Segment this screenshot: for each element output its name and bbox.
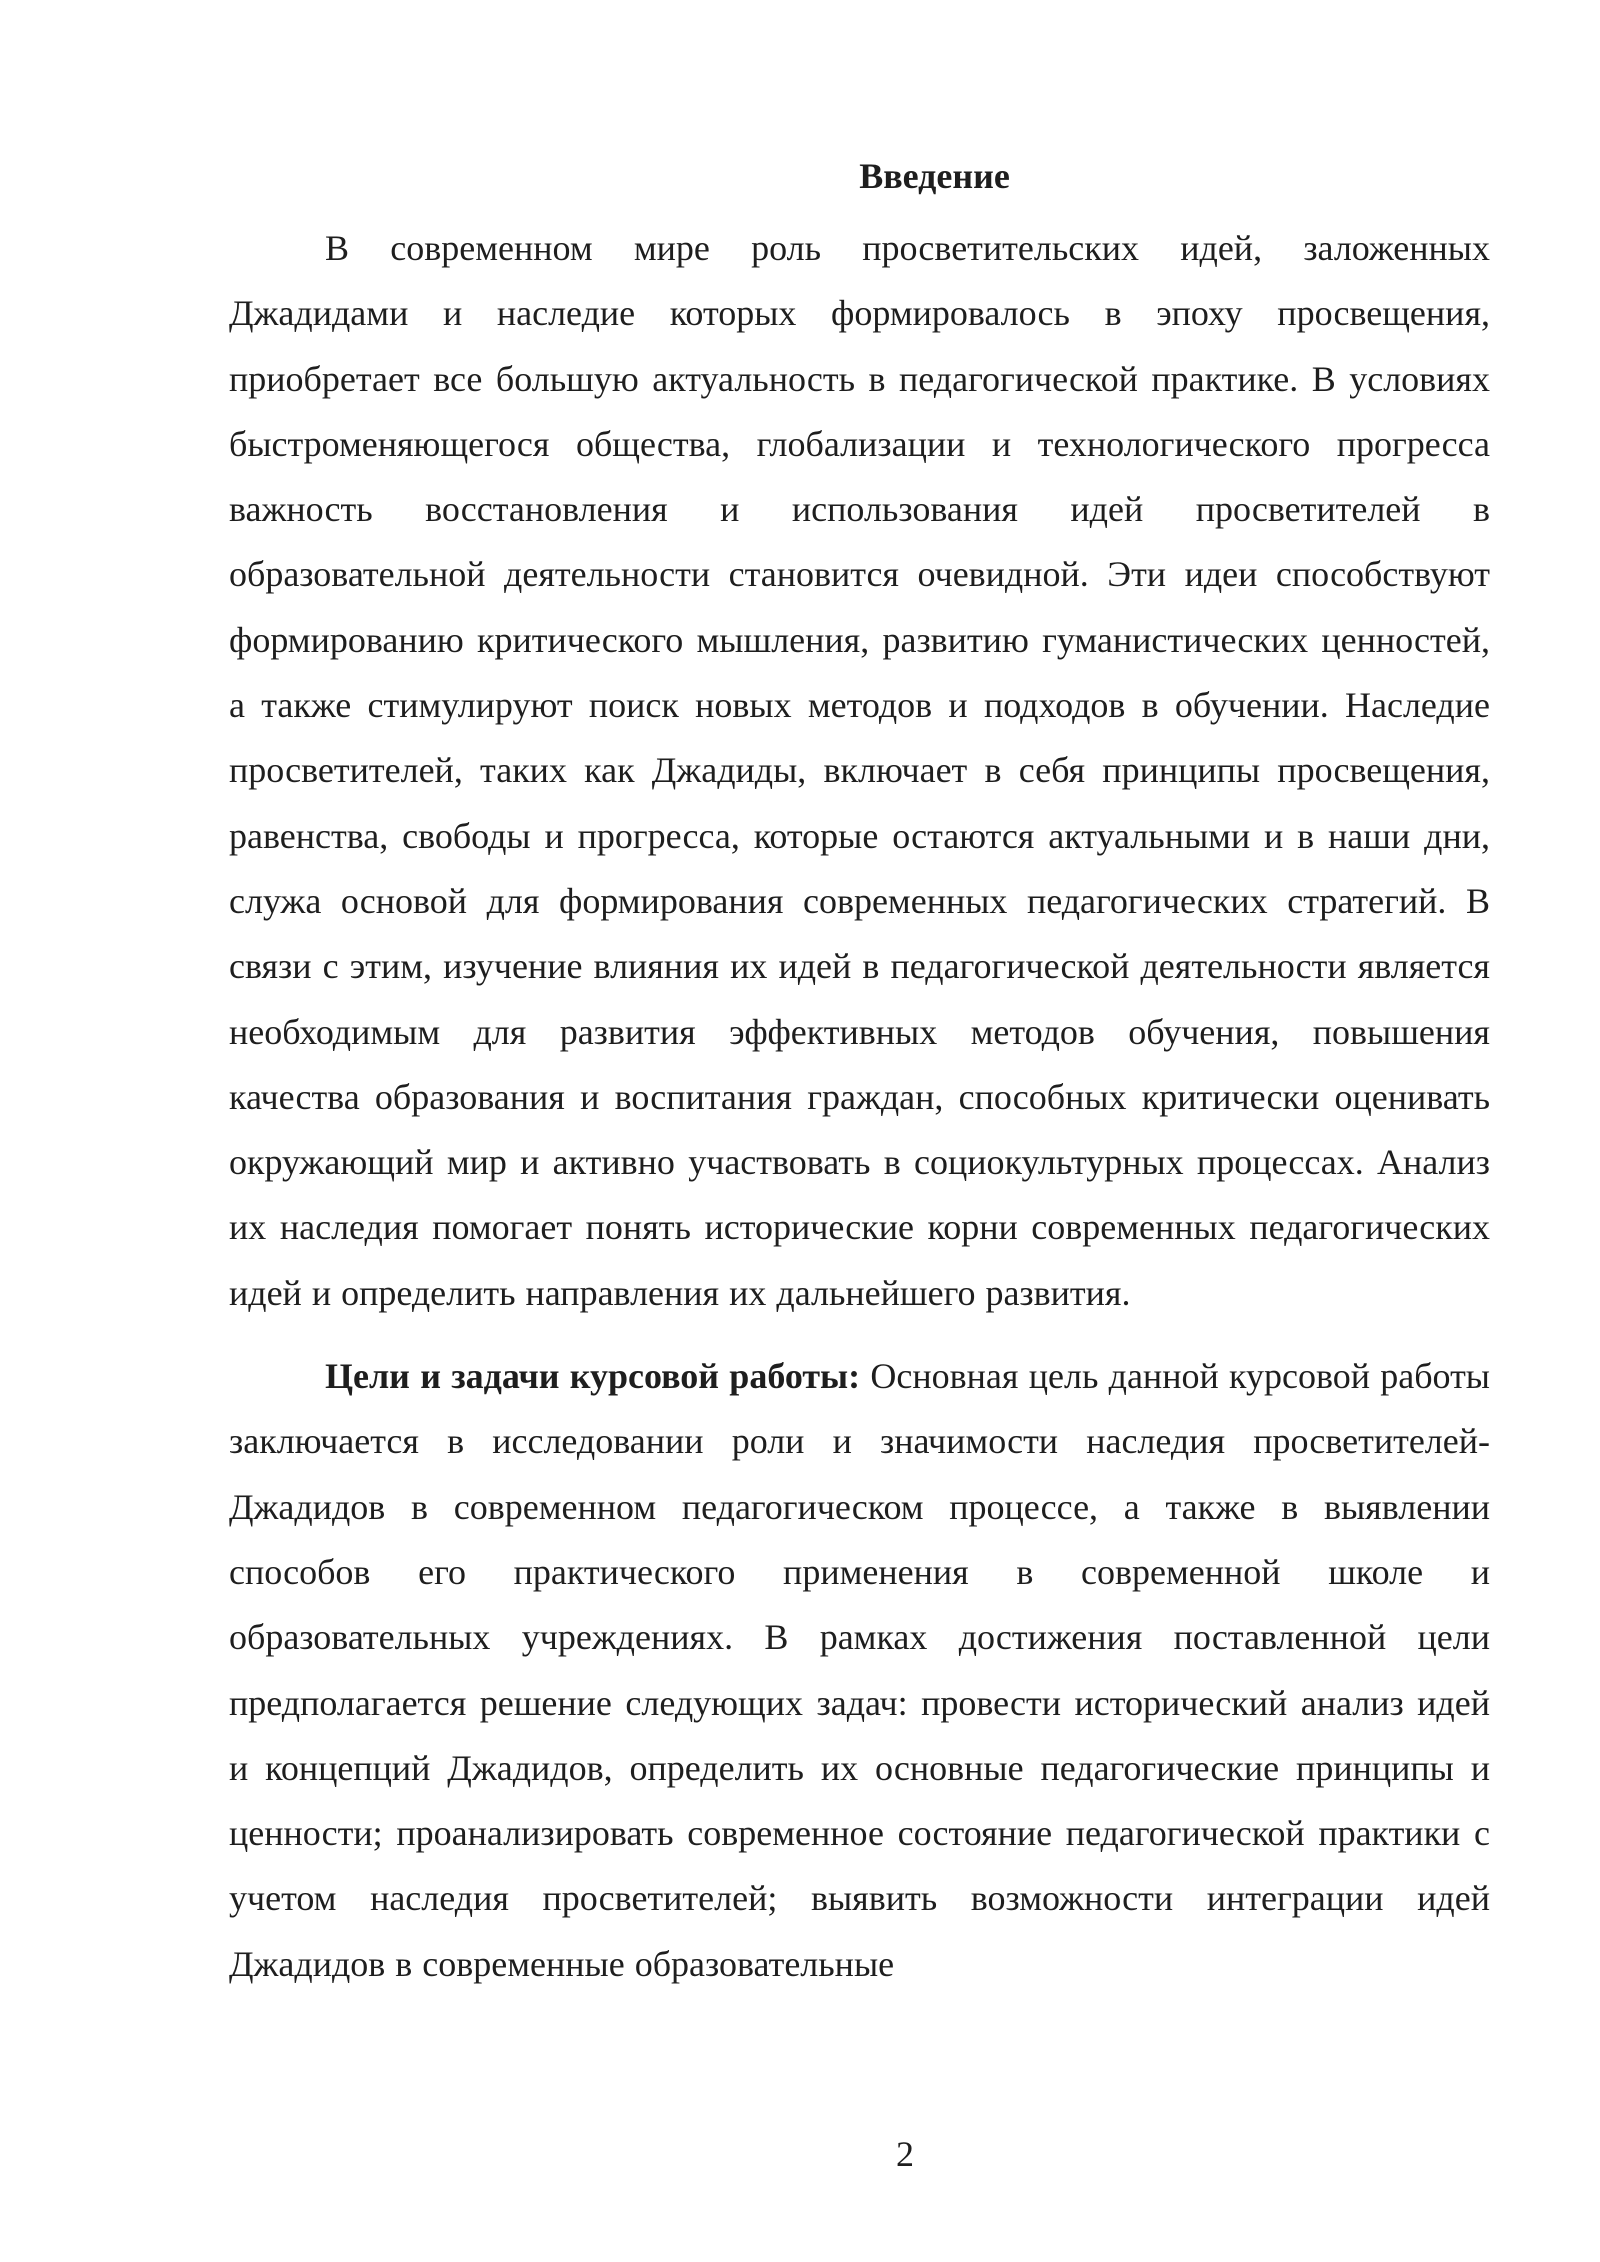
- goals-lead: Цели и задачи курсовой работы:: [325, 1356, 861, 1397]
- goals-paragraph: [229, 1344, 1490, 1997]
- page-number: 2: [896, 2134, 914, 2174]
- goals-text: Основная цель данной курсовой работы заключается в исследовании роли и значимости наследия просветителей-Джадидов в современном педагогическом процессе, а также в выявлении способов его практического применения в современной школе и образовательных учреждениях. В рамках достижения поставленной цели предполагается решение следующих задач: провести исторический анализ идей и концепций Джадидов, определить их основные педагогические принципы и ценности; проанализировать современное состояние педагогической практики с учетом наследия просветителей; выявить возможности интеграции идей Джадидов в современные образовательные: [229, 1356, 1490, 1984]
- section-heading: Введение: [859, 156, 1010, 196]
- intro-paragraph: В современном мире роль просветительских идей, заложенных Джадидами и наследие которых формировалось в эпоху просвещения, приобретает все большую актуальность в педагогической практике. В условиях быстроменяющегося общества, глобализации и технологического прогресса важность восстановления и использования идей просветителей в образовательной деятельности становится очевидной. Эти идеи способствуют формированию критического мышления, развитию гуманистических ценностей, а также стимулируют поиск новых методов и подходов в обучении. Наследие просветителей, таких как Джадиды, включает в себя принципы просвещения, равенства, свободы и прогресса, которые остаются актуальными и в наши дни, служа основой для формирования современных педагогических стратегий. В связи с этим, изучение влияния их идей в педагогической деятельности является необходимым для развития эффективных методов обучения, повышения качества образования и воспитания граждан, способных критически оценивать окружающий мир и активно участвовать в социокультурных процессах. Анализ их наследия помогает понять исторические корни современных педагогических идей и определить направления их дальнейшего развития.: [229, 228, 1490, 1313]
- page-content: [229, 150, 1490, 1997]
